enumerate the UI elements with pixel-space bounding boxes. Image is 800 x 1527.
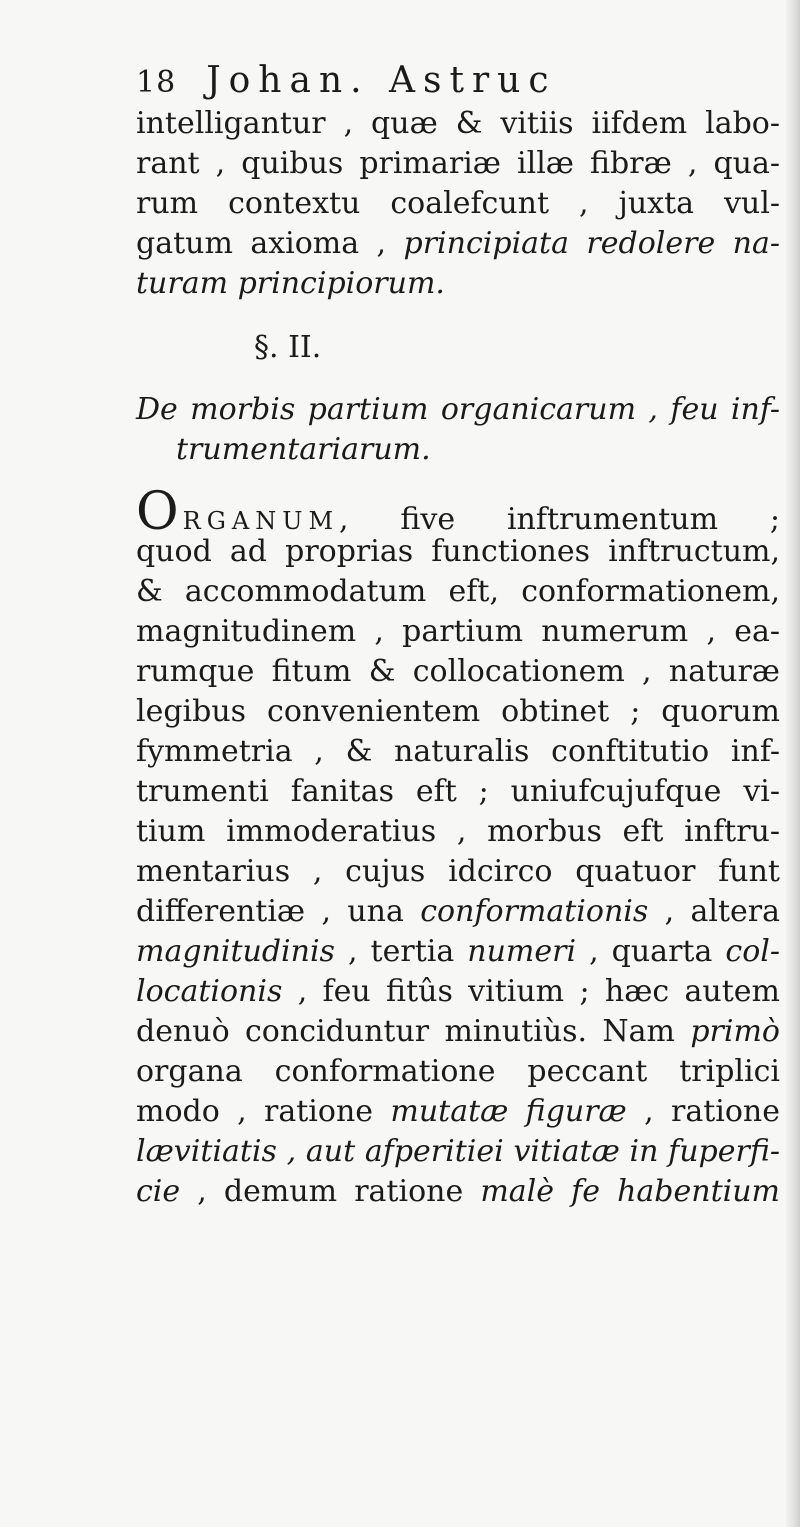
text-segment: , five inftrumentum ; bbox=[339, 502, 780, 537]
text-line: legibus convenientem obtinet ; quorum bbox=[136, 694, 780, 729]
italic-segment: locationis bbox=[136, 974, 283, 1009]
running-head bbox=[136, 58, 780, 104]
text-line: & accommodatum eft, conformationem, bbox=[136, 574, 780, 609]
text-line bbox=[136, 972, 780, 1012]
italic-segment: col- bbox=[725, 934, 780, 969]
text-segment: differentiæ , una bbox=[136, 894, 421, 929]
small-caps-word: RGANUM bbox=[182, 507, 340, 535]
text-line bbox=[136, 1092, 780, 1132]
text-line: organa conformatione peccant triplici bbox=[136, 1054, 780, 1089]
italic-segment: turam principiorum. bbox=[136, 266, 445, 301]
text-segment: , quarta bbox=[576, 934, 726, 969]
text-line: fymmetria , & naturalis conftitutio inf- bbox=[136, 734, 780, 769]
text-segment: , demum ratione bbox=[180, 1174, 481, 1209]
section-number: §. II. bbox=[254, 330, 322, 365]
italic-segment: cie bbox=[136, 1174, 181, 1209]
italic-segment: lævitiatis , aut afperitiei vitiatæ in fuperfi- bbox=[136, 1134, 780, 1169]
text-line bbox=[136, 1012, 780, 1052]
text-line: mentarius , cujus idcirco quatuor funt bbox=[136, 854, 780, 889]
italic-segment: primò bbox=[690, 1014, 780, 1049]
text-segment: , ratione bbox=[626, 1094, 781, 1129]
italic-segment: magnitudinis bbox=[136, 934, 335, 969]
running-head-author: Johan. Astruc bbox=[206, 60, 557, 101]
text-line: intelligantur , quæ & vitiis iifdem labo- bbox=[136, 106, 780, 141]
text-line bbox=[136, 264, 780, 304]
italic-segment: malè fe habentium bbox=[480, 1174, 780, 1209]
text-segment: gatum axioma , bbox=[136, 226, 404, 261]
text-line: trumenti fanitas eft ; uniufcujufque vi- bbox=[136, 774, 780, 809]
page-number: 18 bbox=[136, 65, 177, 100]
heading-line: De morbis partium organicarum , feu inf- bbox=[136, 392, 780, 427]
italic-segment: conformationis bbox=[420, 894, 649, 929]
page-edge-shadow bbox=[786, 0, 800, 1527]
text-segment: , feu fitûs vitium ; hæc autem bbox=[282, 974, 780, 1009]
text-segment: , tertia bbox=[334, 934, 468, 969]
heading-line: trumentariarum. bbox=[176, 432, 431, 467]
italic-segment: numeri bbox=[467, 934, 577, 969]
text-line: rumque fitum & collocationem , naturæ bbox=[136, 654, 780, 689]
text-line: magnitudinem , partium numerum , ea- bbox=[136, 614, 780, 649]
text-segment: modo , ratione bbox=[136, 1094, 391, 1129]
paragraph-2 bbox=[136, 482, 781, 1212]
section-heading bbox=[136, 390, 780, 470]
text-line bbox=[136, 482, 780, 542]
text-line: quod ad proprias functiones inftructum, bbox=[136, 534, 780, 569]
text-segment: denuò conciduntur minutiùs. Nam bbox=[136, 1014, 691, 1049]
text-line bbox=[136, 1172, 780, 1212]
text-line bbox=[136, 892, 780, 932]
text-line bbox=[136, 224, 780, 264]
text-line: rum contextu coalefcunt , juxta vul- bbox=[136, 186, 780, 221]
text-line bbox=[136, 1132, 780, 1172]
italic-segment: mutatæ figuræ bbox=[390, 1094, 627, 1129]
text-line bbox=[136, 932, 780, 972]
text-segment: , altera bbox=[648, 894, 780, 929]
book-page bbox=[136, 58, 780, 1212]
text-line: rant , quibus primariæ illæ fibræ , qua- bbox=[136, 146, 780, 181]
text-line: tium immoderatius , morbus eft inftru- bbox=[136, 814, 780, 849]
initial-letter: O bbox=[136, 482, 179, 542]
italic-segment: principiata redolere na- bbox=[403, 226, 780, 261]
paragraph-1 bbox=[136, 104, 780, 304]
